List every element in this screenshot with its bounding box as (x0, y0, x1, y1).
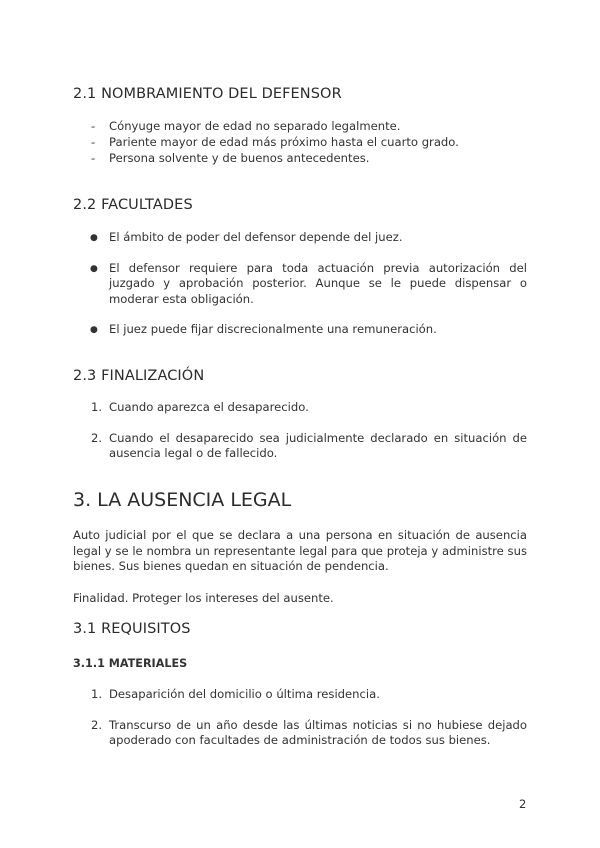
list-item-text: El ámbito de poder del defensor depende del juez. (109, 230, 403, 244)
list-item-text: Pariente mayor de edad más próximo hasta el cuarto grado. (109, 135, 459, 149)
list-item (0, 687, 600, 703)
heading-2-1: 2.1 NOMBRAMIENTO DEL DEFENSOR (73, 86, 342, 102)
list-item (0, 261, 600, 308)
list-number: 1. (91, 400, 103, 414)
bullet-icon: ● (90, 263, 98, 274)
list-item-text: Cónyuge mayor de edad no separado legalmente. (109, 119, 401, 133)
list-item (0, 135, 600, 151)
list-number: 2. (91, 430, 103, 445)
page-number: 2 (519, 797, 527, 811)
list-marker: - (91, 119, 96, 133)
list-2-1 (0, 119, 600, 167)
list-item (0, 431, 600, 462)
list-item-text: Transcurso de un año desde las últimas noticias si no hubiese dejado apoderado con facultades de administración de todos sus bienes. (109, 717, 527, 748)
list-2-3 (0, 400, 600, 462)
list-number: 1. (91, 687, 103, 701)
list-item-text: El defensor requiere para toda actuación previa autorización del juzgado y aprobación posterior. Aunque se le puede dispensar o moderar esta obligación. (109, 260, 527, 306)
list-item (0, 322, 600, 338)
list-item-text: Cuando el desaparecido sea judicialmente declarado en situación de ausencia legal o de fallecido. (109, 430, 527, 461)
list-number: 2. (91, 717, 103, 732)
heading-2-3: 2.3 FINALIZACIÓN (73, 368, 205, 384)
list-item (0, 119, 600, 135)
list-item-text: Desaparición del domicilio o última residencia. (109, 687, 380, 701)
list-3-1-1 (0, 687, 600, 749)
bullet-icon: ● (90, 233, 98, 243)
list-marker: - (91, 135, 96, 149)
heading-3-1-1: 3.1.1 MATERIALES (73, 657, 188, 670)
list-item (0, 400, 600, 416)
list-item-text: El juez puede fijar discrecionalmente una remuneración. (109, 322, 437, 337)
heading-2-2: 2.2 FACULTADES (73, 197, 193, 213)
heading-3: 3. LA AUSENCIA LEGAL (73, 489, 292, 511)
list-marker: - (91, 151, 96, 165)
list-2-2 (0, 230, 600, 338)
heading-3-1: 3.1 REQUISITOS (73, 621, 191, 637)
list-item (0, 718, 600, 749)
bullet-icon: ● (90, 325, 98, 336)
list-item (0, 151, 600, 167)
list-item (0, 230, 600, 246)
paragraph: Auto judicial por el que se declara a una persona en situación de ausencia legal y se le nombra un representante legal para que proteja y administre sus bienes. Sus bienes quedan en situación de pendencia. (73, 528, 527, 574)
list-item-text: Persona solvente y de buenos antecedentes. (109, 151, 370, 165)
list-item-text: Cuando aparezca el desaparecido. (109, 400, 309, 414)
paragraph: Finalidad. Proteger los intereses del ausente. (73, 591, 334, 605)
